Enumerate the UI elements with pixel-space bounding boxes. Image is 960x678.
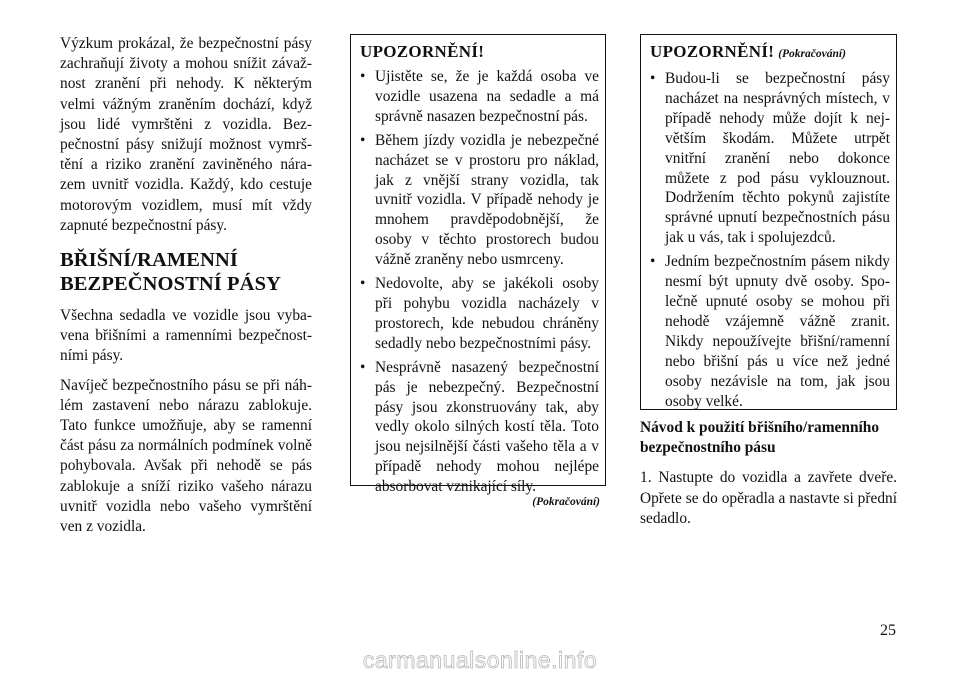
warning-item-text: Během jízdy vozidla je nebezpečné nacházet se v prostoru pro náklad, jak z vnější strany vozidla, tak uvnitř vozidla. V případě nehody je mnohem pravděpodobnější, že osoby v těchto prostorech budou vážně zraněny nebo usmrceny. [375,131,599,269]
warning-continued-label: (Pokračování) [778,48,846,60]
warning-title-text: UPOZORNĚNÍ! [650,42,775,61]
warning-box [350,34,606,496]
bullet-icon: • [360,275,366,293]
seats-paragraph: Všechna sedadla ve vozidle jsou vybavena břišními a ramenními bezpečnostními pásy. [60,307,312,365]
right-column [640,34,897,538]
warning-item [360,358,599,497]
middle-column [350,34,606,508]
bullet-icon: • [650,253,656,271]
warning-item [360,67,599,127]
warning-item-text: Nedovolte, aby se jakékoli osoby při pohybu vozidla nacházely v prostorech, kde nebudou chráněny sedadly nebo bezpečnostními pásy. [375,275,599,352]
section-heading: BŘIŠNÍ/RAMENNÍ BEZPEČNOSTNÍ PÁSY [60,249,281,296]
warning-box-continued [640,34,897,410]
warning-item-text: Budou-li se bezpečnostní pásy nacházet na nesprávných místech, v případě nehody může dojít k největším škodám. Můžete utrpět vnitřní zranění nebo dokonce můžete z pod pásu vyklouznout. Dodržením těchto pokynů zajistíte správné upnutí bezpečnostních pásu jak u vás, tak i spolujezdců. [665,70,890,247]
instructions-heading: Návod k použití břišního/ramenního bezpečnostního pásu [640,419,880,457]
warning-item-text: Nesprávně nasazený bezpečnostní pás je nebezpečný. Bezpečnostní pásy jsou zkonstruovány tak, aby vedly okolo silných kostí těla. Toto jsou nejsilnější části vašeho těla a v případě nehody mohou nejlépe absorbovat vznikající síly. [375,358,599,496]
warning-list [650,69,890,411]
warning-item [650,252,890,411]
instruction-step-1: 1. Nastupte do vozidla a zavřete dveře. Opřete se do opěradla a nastavte si přední sedadlo. [640,469,897,527]
retractor-paragraph: Navíječ bezpečnostního pásu se při náhlém zastavení nebo nárazu zablokuje. Tato funkce umožňuje, aby se ramenní část pásu za normálních podmínek volně pohybovala. Avšak při nehodě se pás zablokuje a sníží riziko vašeho nárazu uvnitř vozidla nebo vašeho vymrštění ven z vozidla. [60,376,312,536]
bullet-icon: • [360,68,366,85]
warning-item-text: Ujistěte se, že je každá osoba ve vozidle usazena na sedadle a má správně nasazen bezpečnostní pás. [375,68,599,125]
page-number: 25 [880,622,896,639]
watermark: carmanualsonline.info [362,647,598,673]
warning-item [650,69,890,248]
left-column [60,34,312,546]
warning-title [650,41,890,65]
bullet-icon: • [360,358,366,376]
warning-item [360,131,599,270]
warning-title: UPOZORNĚNÍ! [360,42,485,61]
bullet-icon: • [650,70,656,87]
warning-list [360,67,599,497]
continued-note: (Pokračování) [532,496,600,508]
warning-item-text: Jedním bezpečnostním pásem nikdy nesmí být upnuty dvě osoby. Společně upnuté osoby se mohou při nehodě vzájemně vážně zranit. Nikdy nepoužívejte břišní/ramenní nebo břišní pás u více než jedné osoby nezávisle na tom, jak jsou osoby velké. [665,253,890,410]
bullet-icon: • [360,131,366,149]
warning-item [360,274,599,354]
intro-paragraph: Výzkum prokázal, že bezpečnostní pásy zachraňují životy a mohou snížit závažnost zranění při nehody. K některým velmi vážným zraněním dochází, když jsou lidé vymrštěni z vozidla. Bezpečnostní pásy snižují možnost vymrštění a riziko zranění zaviněného nárazem uvnitř vozidla. Každý, kdo cestuje motorovým vozidlem, musí mít vždy zapnuté bezpečnostní pásy. [60,35,312,234]
